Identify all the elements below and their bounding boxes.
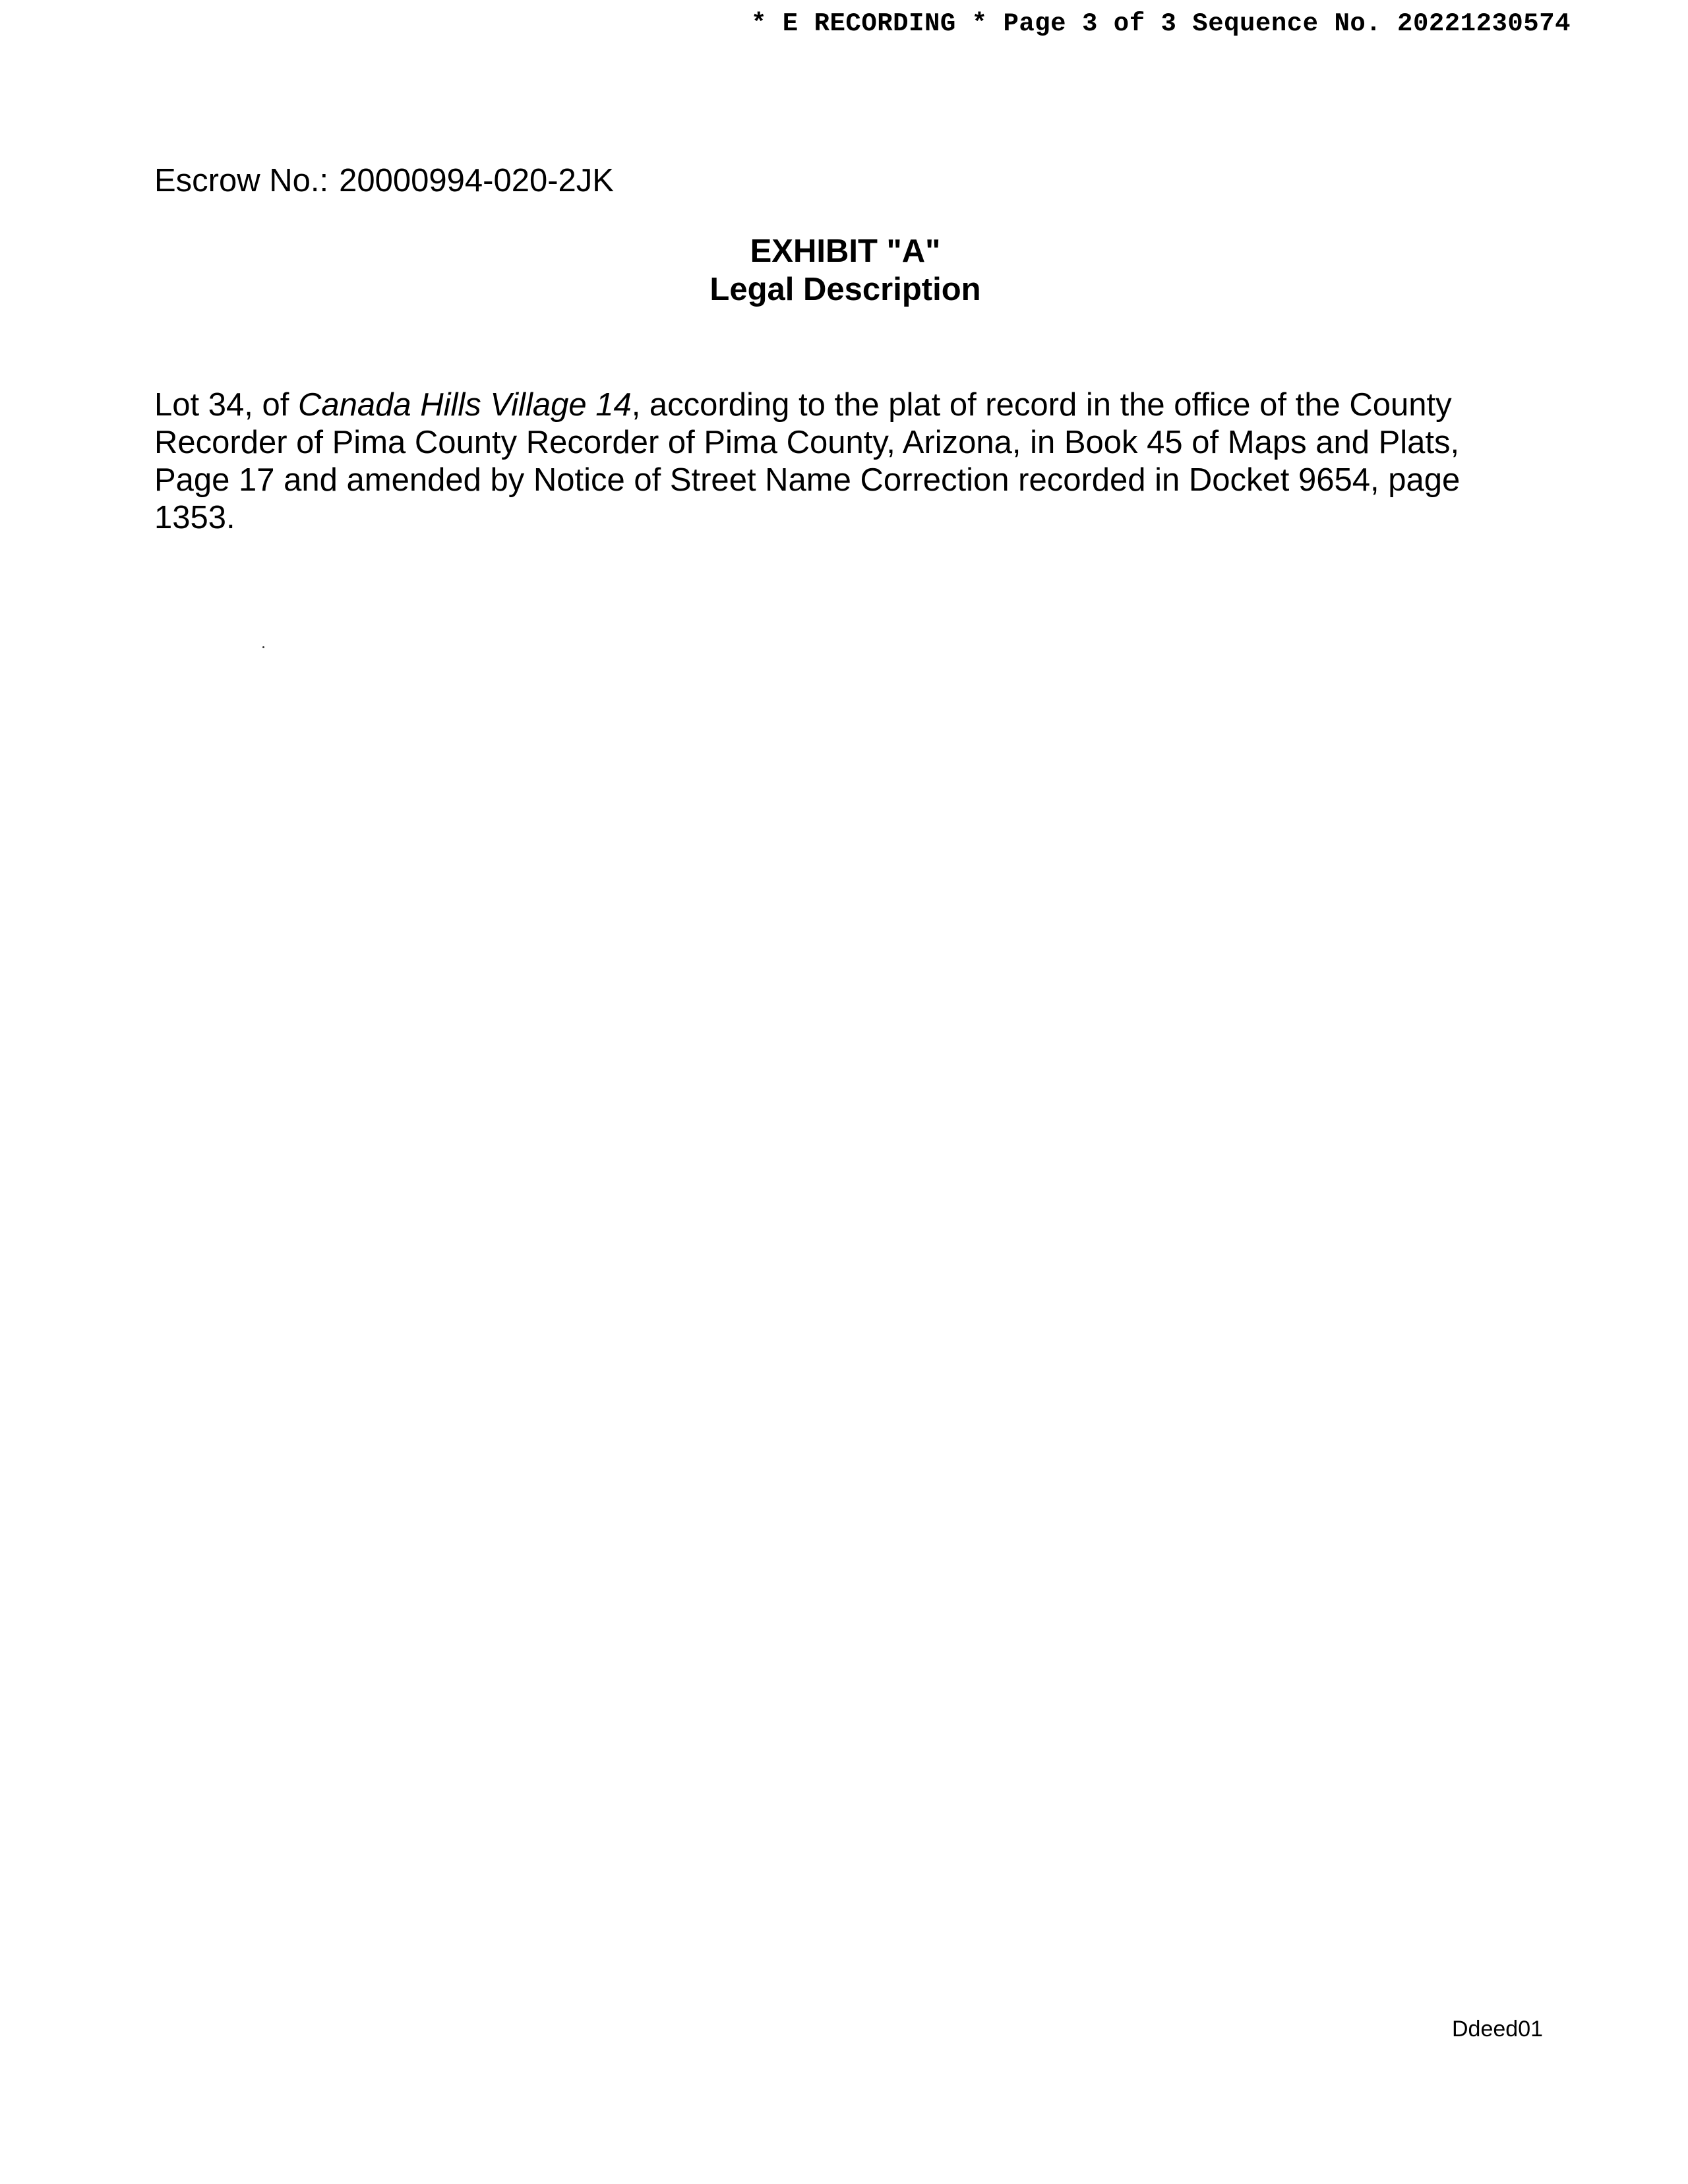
legal-line-1-prefix: Lot 34, of [154, 387, 298, 423]
footer-form-code: Ddeed01 [1452, 2017, 1544, 2042]
legal-line-2: Recorder of Pima County Recorder of Pima County, Arizona, in Book 45 of Maps and Plats, [154, 425, 1460, 460]
subdivision-name: Canada Hills Village 14 [297, 387, 632, 423]
recording-header: * E RECORDING * Page 3 of 3 Sequence No. 20221230574 [751, 9, 1571, 38]
escrow-number-line [154, 162, 614, 199]
legal-line-3: Page 17 and amended by Notice of Street Name Correction recorded in Docket 9654, page [154, 462, 1461, 498]
legal-line-1-suffix: , according to the plat of record in the office of the County [631, 387, 1452, 423]
exhibit-heading [0, 232, 1688, 309]
scan-dot-mark [262, 646, 264, 648]
legal-line-4: 1353. [154, 500, 235, 535]
legal-line-1 [154, 386, 1526, 424]
escrow-number: 20000994-020-2JK [339, 163, 614, 198]
exhibit-subtitle: Legal Description [709, 272, 981, 307]
exhibit-title: EXHIBIT "A" [750, 233, 941, 269]
legal-description [154, 386, 1526, 537]
escrow-label: Escrow No.: [154, 163, 329, 198]
